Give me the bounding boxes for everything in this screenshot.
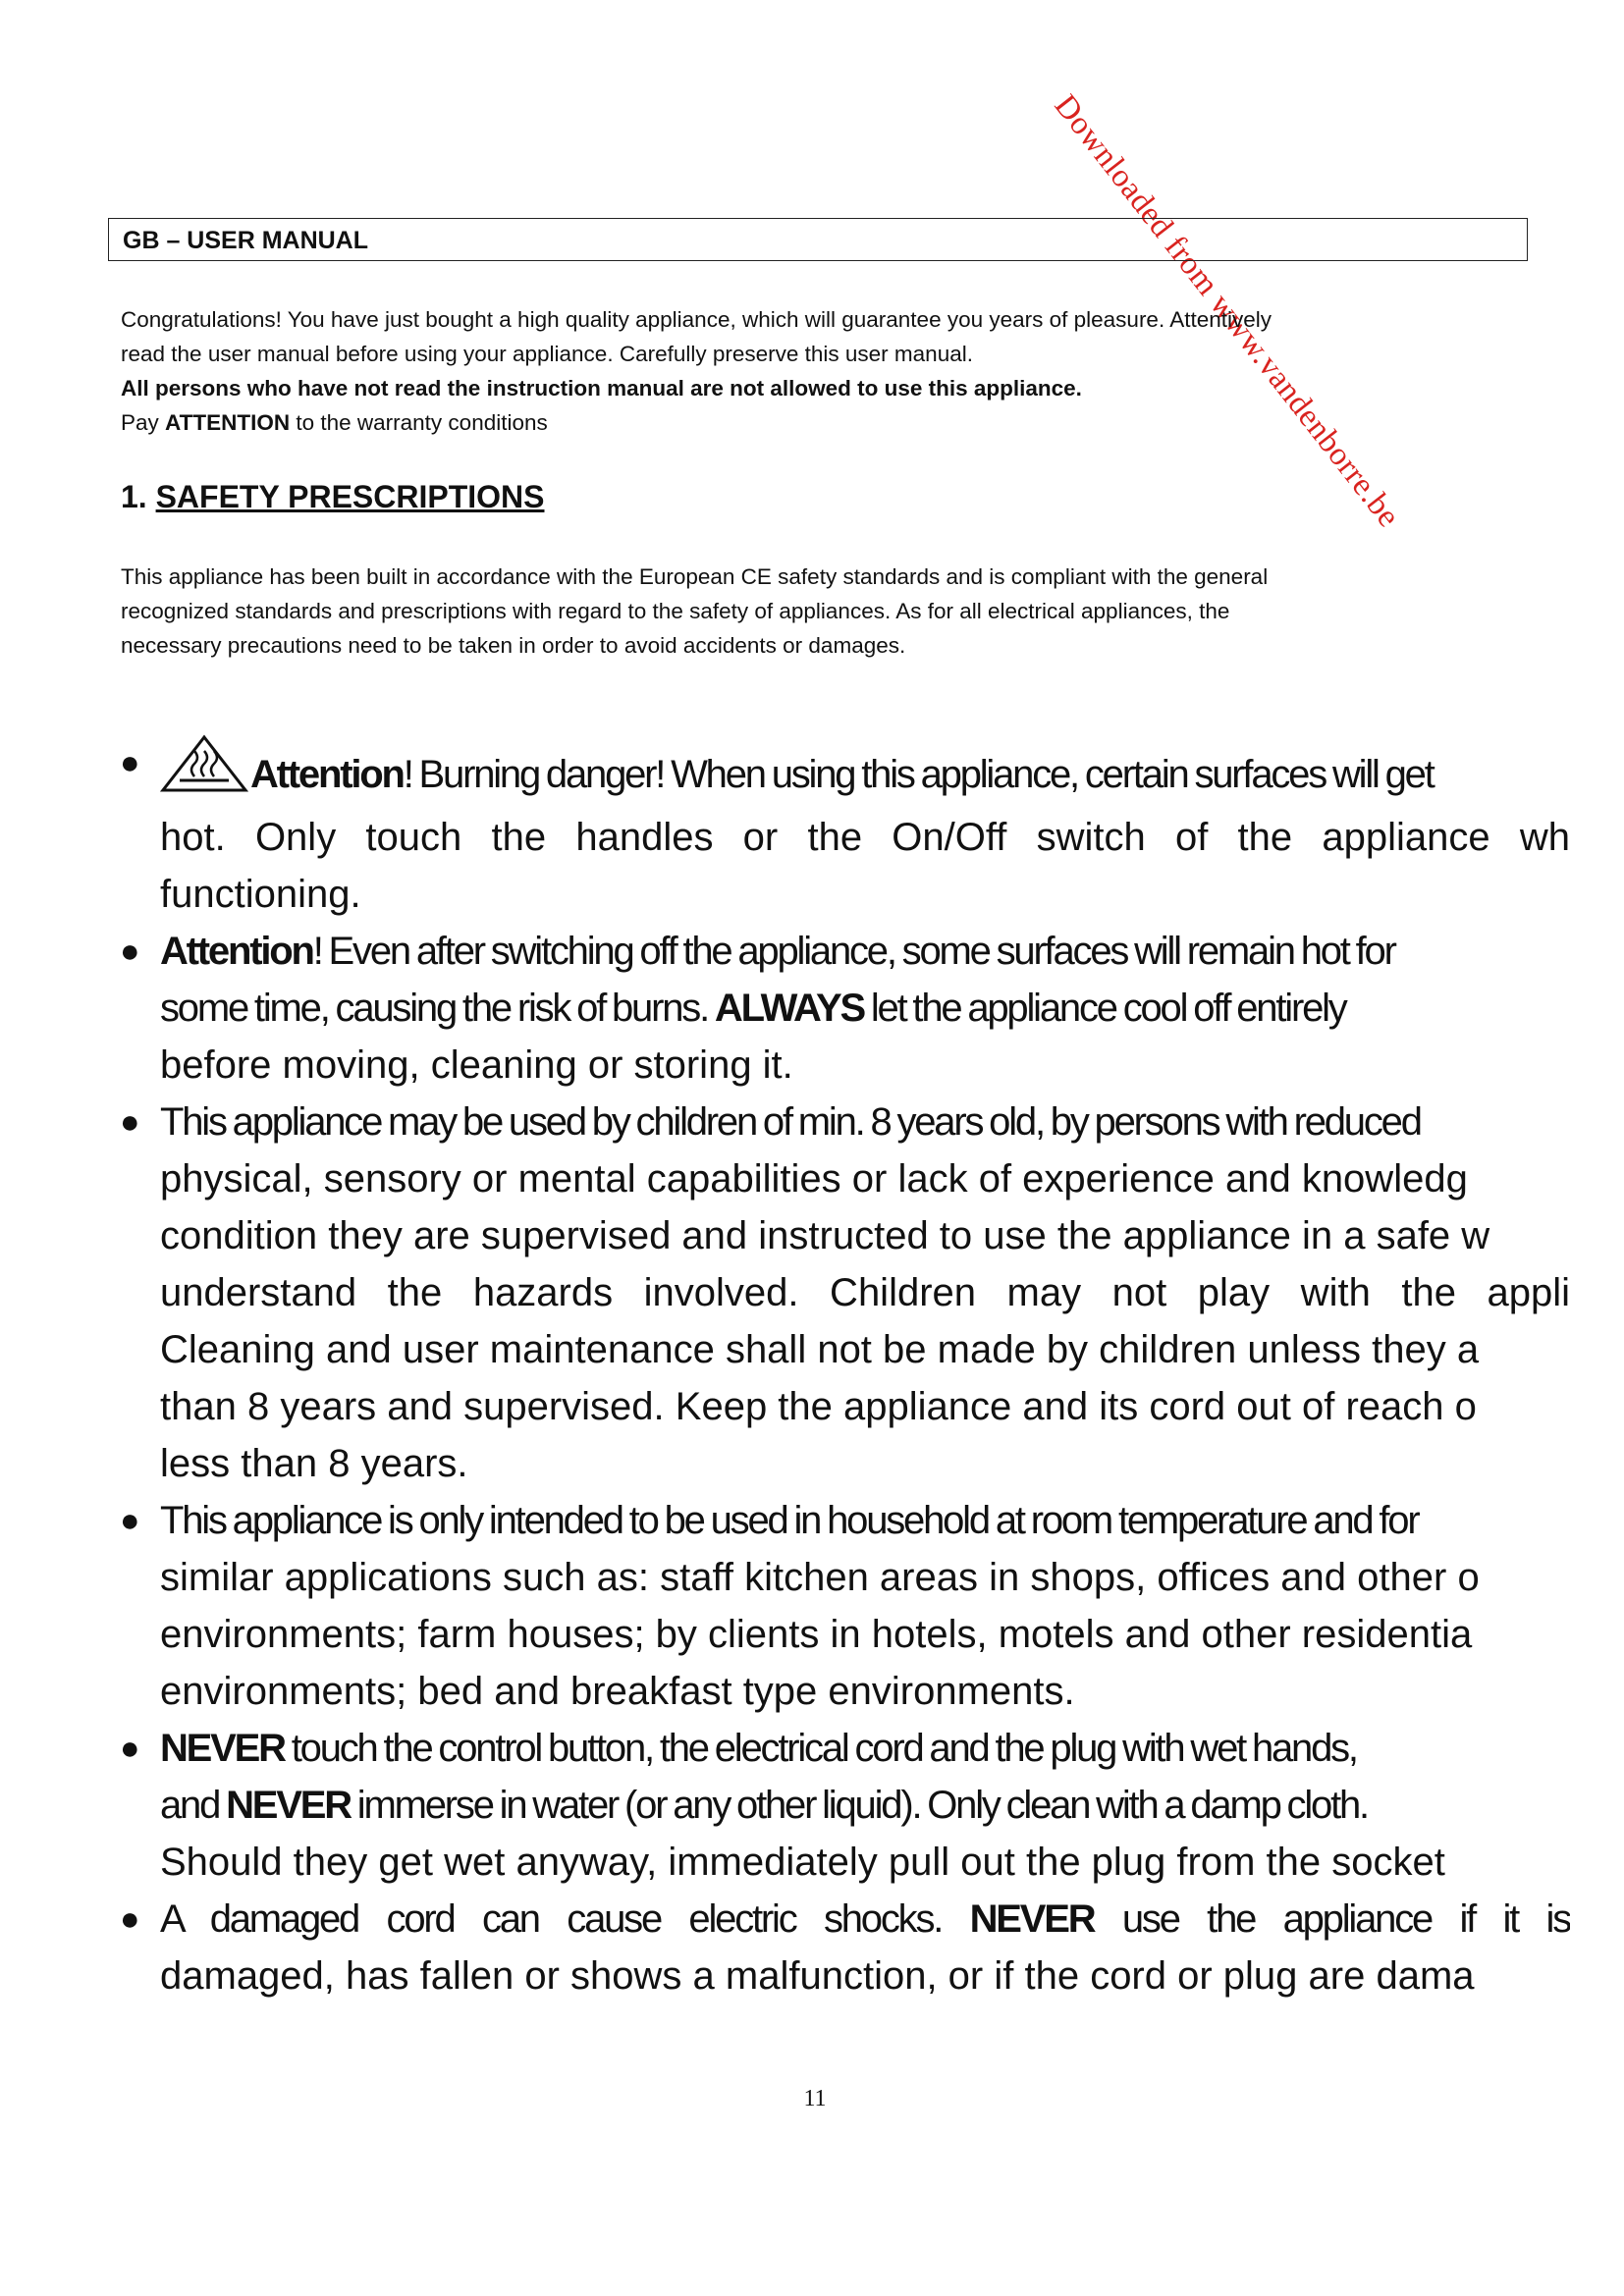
warranty-note: Pay ATTENTION to the warranty conditions — [121, 410, 548, 435]
bullet-icon: ● — [120, 1900, 140, 1938]
list-line: condition they are supervised and instructed to use the appliance in a safe w — [160, 1214, 1490, 1257]
list-line: This appliance may be used by children of min. 8 years old, by persons with reduced — [160, 1100, 1421, 1144]
list-line: environments; farm houses; by clients in hotels, motels and other residentia — [160, 1613, 1473, 1656]
list-line: A damaged cord can cause electric shocks. NEVER use the appliance if it is — [160, 1897, 1570, 1941]
list-line: Should they get wet anyway, immediately pull out the plug from the socket — [160, 1841, 1445, 1884]
list-item — [0, 1720, 1570, 1891]
hot-surface-warning-icon — [160, 734, 248, 809]
section-line: This appliance has been built in accordance with the European CE safety standards and is compliant with the general — [121, 564, 1269, 589]
manual-header: GB – USER MANUAL — [108, 218, 1528, 261]
section-heading: 1. SAFETY PRESCRIPTIONS — [121, 479, 545, 514]
list-line: before moving, cleaning or storing it. — [160, 1043, 793, 1087]
list-item — [0, 734, 1570, 923]
list-line: This appliance is only intended to be used in household at room temperature and for — [160, 1499, 1419, 1542]
section-line: recognized standards and prescriptions with regard to the safety of appliances. As for all electrical appliances, the — [121, 599, 1230, 623]
list-line: Attention! Even after switching off the appliance, some surfaces will remain hot for — [160, 930, 1395, 973]
list-line: similar applications such as: staff kitchen areas in shops, offices and other o — [160, 1556, 1480, 1599]
list-item — [0, 1492, 1570, 1720]
intro-line: read the user manual before using your appliance. Carefully preserve this user manual. — [121, 342, 973, 366]
list-line: Attention! Burning danger! When using this appliance, certain surfaces will get — [160, 734, 1570, 809]
bullet-icon: ● — [120, 933, 140, 970]
list-line: damaged, has fallen or shows a malfunction, or if the cord or plug are dama — [160, 1954, 1475, 1998]
list-line: hot. Only touch the handles or the On/Off switch of the appliance wh — [160, 816, 1570, 859]
list-item — [0, 1891, 1570, 2004]
intro-paragraph — [121, 302, 1515, 440]
section-intro — [121, 560, 1515, 663]
list-line: some time, causing the risk of burns. ALWAYS let the appliance cool off entirely — [160, 987, 1346, 1030]
list-line: physical, sensory or mental capabilities or lack of experience and knowledg — [160, 1157, 1468, 1201]
list-line: environments; bed and breakfast type environments. — [160, 1670, 1075, 1713]
bullet-icon: ● — [120, 744, 140, 781]
list-item — [0, 923, 1570, 1094]
safety-list — [0, 734, 1624, 2004]
list-line: less than 8 years. — [160, 1442, 468, 1485]
list-line: Cleaning and user maintenance shall not be made by children unless they a — [160, 1328, 1480, 1371]
list-line: NEVER touch the control button, the electrical cord and the plug with wet hands, — [160, 1727, 1357, 1770]
list-line: than 8 years and supervised. Keep the appliance and its cord out of reach o — [160, 1385, 1477, 1428]
list-line: understand the hazards involved. Children may not play with the appli — [160, 1271, 1570, 1314]
watermark: Downloaded from www.vandenborre.be — [1047, 88, 1407, 535]
bullet-icon: ● — [120, 1103, 140, 1141]
bullet-icon: ● — [120, 1502, 140, 1539]
intro-line: Congratulations! You have just bought a high quality appliance, which will guarantee you years of pleasure. Attentively — [121, 307, 1272, 332]
list-line: functioning. — [160, 873, 361, 916]
bullet-icon: ● — [120, 1730, 140, 1767]
page-number: 11 — [803, 2086, 827, 2111]
section-line: necessary precautions need to be taken in order to avoid accidents or damages. — [121, 633, 906, 658]
list-item — [0, 1094, 1570, 1492]
intro-warning: All persons who have not read the instruction manual are not allowed to use this appliance. — [121, 376, 1082, 400]
list-line: and NEVER immerse in water (or any other liquid). Only clean with a damp cloth. — [160, 1784, 1368, 1827]
